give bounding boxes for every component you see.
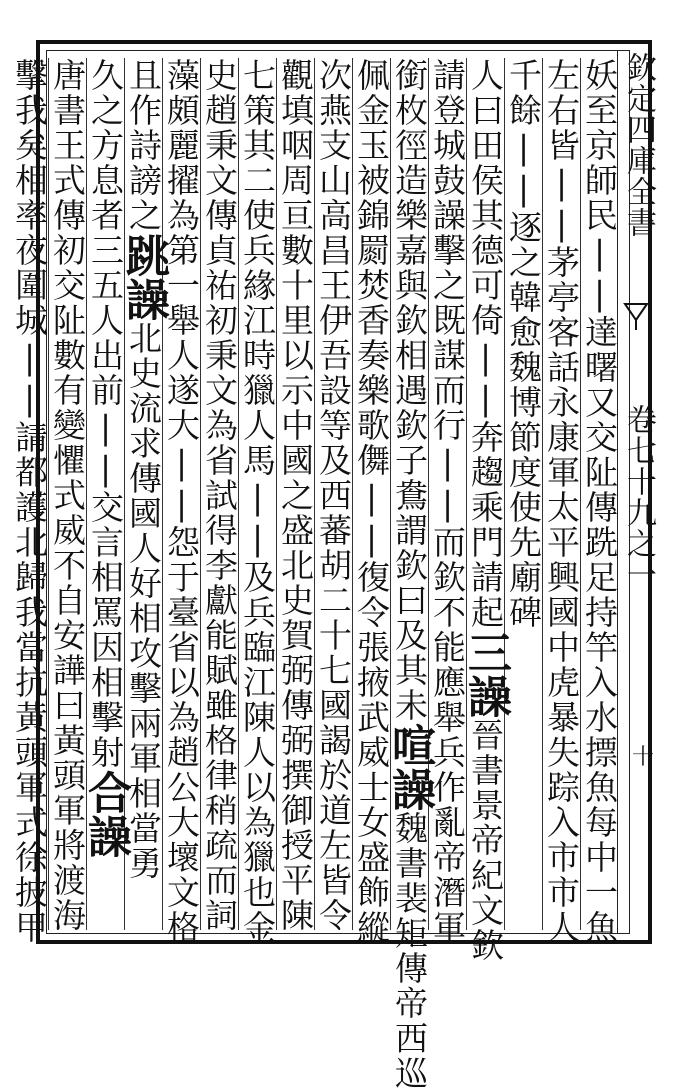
- column-5-cont: 舉兵作亂帝潛軍: [428, 700, 467, 945]
- text-columns: [10, 58, 620, 1091]
- text-column-8: 次燕支山高昌王伊吾設等及西蕃胡二十七國謁於道左皆令: [314, 58, 353, 933]
- text-column-7: 佩金玉被錦罽焚香奏樂歌儛||復令張掖武威士女盛飾縱: [352, 58, 391, 945]
- column-13-text: 且作詩謗之: [124, 58, 163, 233]
- column-4-text: 人曰田侯其德可倚||奔趨乘門請起: [466, 58, 505, 630]
- text-column-2: 左右皆||茅亭客話永康軍太平興國中虎暴失踪入市市人: [542, 58, 581, 945]
- text-column-14: [80, 58, 131, 930]
- text-column-10: 七策其二使兵緣江時獵人馬||及兵臨江陳人以為獵也金: [238, 58, 277, 945]
- page-number: 十: [632, 745, 655, 770]
- text-column-1: 妖至京師民||達曙又交阯傳跣足持竿入水摽魚每中一魚: [580, 58, 619, 945]
- column-6-cont: 魏書裴矩: [390, 811, 429, 951]
- heading-xuan-zao: 喧譟: [384, 723, 435, 811]
- text-column-6: [384, 58, 435, 1091]
- heading-he-zao: 合譟: [80, 770, 131, 858]
- column-5-text: 請登城鼓譟擊之既謀而行||而欽不能應: [428, 58, 467, 700]
- text-column-4: [460, 58, 511, 963]
- column-6-text: 銜枚徑造樂嘉與欽相遇欽子鴦謂欽曰及其未: [390, 58, 429, 723]
- heading-tiao-zao: 跳譟: [118, 233, 169, 321]
- text-column-3: [504, 58, 542, 930]
- fish-tail-mark: [623, 300, 649, 330]
- column-14-cont: 者三五人出前||交言相罵因相擊射: [86, 198, 125, 770]
- text-column-11: 史趙秉文傳貞祐初秉文為省試得李獻能賦雖格律稍疏而詞: [200, 58, 239, 933]
- column-13-cont: 北史流求傳國人好相攻擊兩軍相當勇: [124, 321, 163, 881]
- column-14-text: 久之方息: [86, 58, 125, 198]
- text-column-9: 觀填咽周亘數十里以示中國之盛北史賀弼傳弼撰御授平陳: [276, 58, 315, 933]
- column-3-text: 千餘||逐之韓愈魏博節度使先廟碑: [504, 58, 543, 630]
- text-column-15: 唐書王式傳初交阯數有變懼式威不自安譁曰黃頭軍將渡海: [48, 58, 87, 933]
- column-4-cont: 晉書景帝紀文欽: [466, 718, 505, 963]
- book-title: 欽定四庫全書: [621, 52, 656, 238]
- heading-san-zao: 三譟: [460, 630, 511, 718]
- volume-label: 卷七十九之一: [621, 404, 656, 590]
- text-column-12: 藻頗麗擢為第一舉人遂大||怨于臺省以為趙公大壞文格: [162, 58, 201, 945]
- text-column-16: 擊我矣相率夜圍城||請都護北歸我當抗黃頭軍式徐披甲: [10, 58, 49, 945]
- column-6-cont2: 傳帝西巡: [390, 951, 429, 1091]
